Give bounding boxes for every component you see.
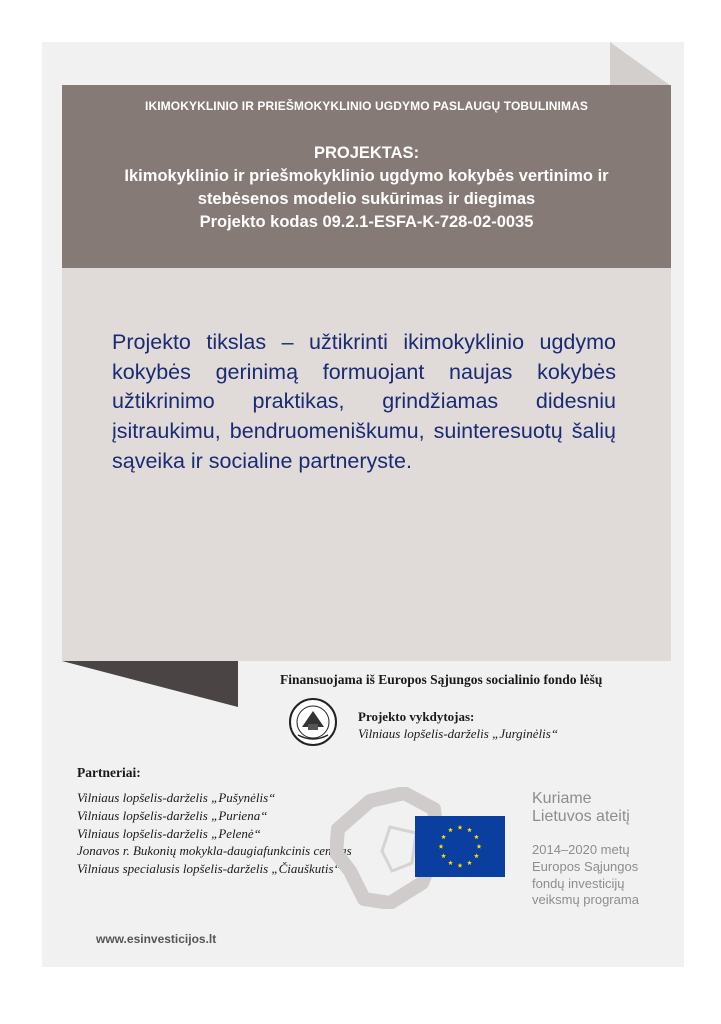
kindergarten-seal-icon [288, 697, 338, 747]
project-label: PROJEKTAS: [313, 144, 420, 162]
program-line3: fondų investicijų [532, 875, 625, 891]
program-line4: veiksmų programa [532, 892, 639, 908]
project-title-line1: Ikimokyklinio ir priešmokyklinio ugdymo kokybės vertinimo ir [124, 167, 609, 185]
project-title-line2: stebėsenos modelio sukūrimas ir diegimas [197, 190, 536, 208]
partners-title: Partneriai: [77, 765, 141, 780]
partner-item: Vilniaus lopšelis-darželis „Pelenė“ [77, 825, 261, 841]
program-subtitle: IKIMOKYKLINIO IR PRIEŠMOKYKLINIO UGDYMO PASLAUGŲ TOBULINIMAS [145, 99, 588, 113]
project-executor [358, 709, 558, 742]
project-goal-panel [62, 268, 671, 661]
partner-item: Vilniaus specialusis lopšelis-darželis „Čiauškutis“ [77, 861, 341, 877]
funding-statement: Finansuojama iš Europos Sąjungos socialinio fondo lėšų [280, 672, 603, 687]
partner-item: Vilniaus lopšelis-darželis „Puriena“ [77, 807, 268, 823]
slogan-line2: Lietuvos ateitį [532, 808, 630, 825]
project-goal-text: Projekto tikslas – užtikrinti ikimokyklinio ugdymo kokybės gerinimą formuojant naujas kokybės užtikrinimo praktikas, grindžiamas didesniu įsitraukimu, bendruomeniškumu, suinteresuotų šalių sąveika ir socialine partneryste. [112, 330, 616, 473]
slogan-line1: Kuriame [532, 790, 592, 807]
corner-fold-top [610, 42, 671, 86]
executor-title: Projekto vykdytojas: [358, 709, 475, 724]
partner-item: Vilniaus lopšelis-darželis „Pušynėlis“ [77, 790, 276, 805]
eu-flag-icon [415, 816, 505, 877]
corner-fold-bottom [62, 661, 238, 707]
program-line2: Europos Sąjungos [532, 858, 639, 874]
header-band [62, 85, 671, 268]
partner-item: Jonavos r. Bukonių mokykla-daugiafunkcinis centras [77, 843, 352, 859]
website-link[interactable]: www.esinvesticijos.lt [96, 932, 217, 946]
project-title-block [62, 142, 671, 234]
program-description [532, 842, 639, 909]
slogan [532, 790, 630, 826]
executor-name: Vilniaus lopšelis-darželis „Jurginėlis“ [358, 726, 559, 741]
project-code: Projekto kodas 09.2.1-ESFA-K-728-02-0035 [199, 213, 534, 231]
program-line1: 2014–2020 metų [532, 842, 630, 857]
